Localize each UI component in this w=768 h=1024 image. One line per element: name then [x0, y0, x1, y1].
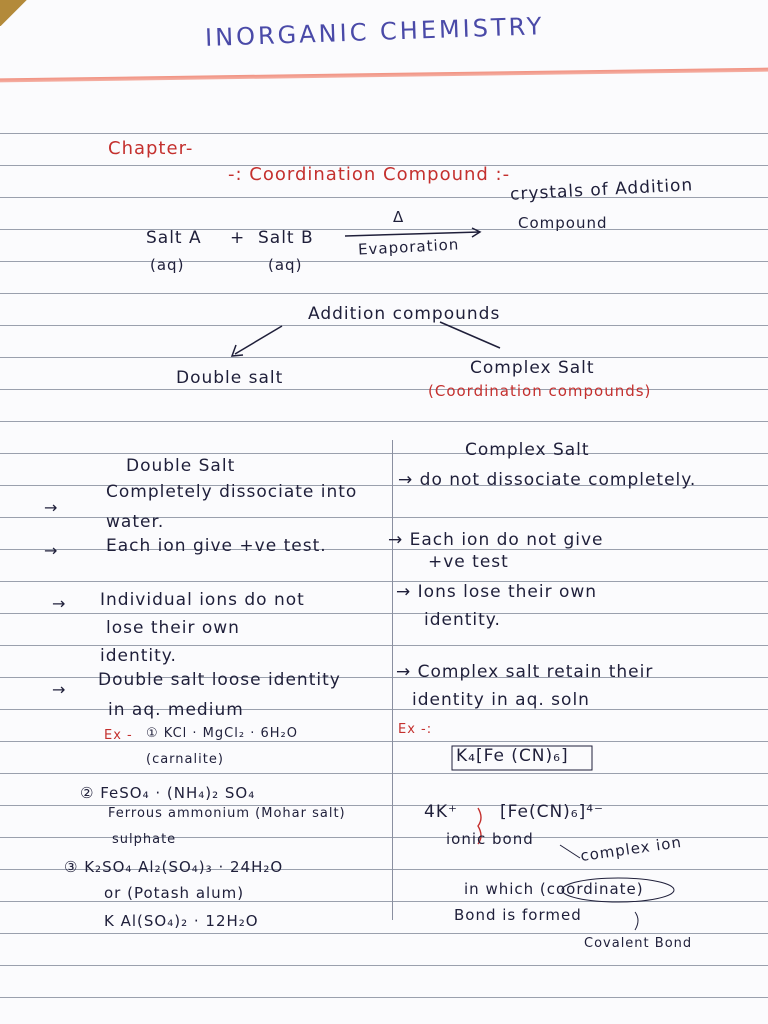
bullet-arrow: → [44, 541, 58, 560]
coordination-compounds-note: (Coordination compounds) [428, 382, 652, 400]
left-example-3-or: or (Potash alum) [104, 884, 245, 902]
right-point-3-line-1: → Ions lose their own [396, 582, 598, 602]
delta-symbol: Δ [393, 208, 405, 226]
right-point-1-line-1: → do not dissociate completely. [398, 470, 697, 490]
reactant-a: Salt A [146, 228, 202, 248]
reactant-b: Salt B [258, 228, 314, 248]
bullet-arrow: → [52, 680, 66, 699]
right-point-4-line-2: identity in aq. soln [412, 690, 590, 710]
plus-sign: + [230, 228, 246, 248]
left-point-3-line-1: Individual ions do not [100, 590, 305, 610]
double-salt-node: Double salt [176, 368, 284, 388]
ionic-bond-label: ionic bond [446, 830, 534, 848]
covalent-bond-label: Covalent Bond [584, 936, 693, 951]
chapter-title: -: Coordination Compound :- [228, 164, 511, 185]
page-title: INORGANIC CHEMISTRY [204, 12, 545, 52]
right-example-formula: K₄[Fe (CN)₆] [456, 746, 569, 766]
coordinate-note-line-1: in which (coordinate) [464, 880, 644, 898]
complex-ion-label: complex ion [579, 832, 683, 866]
coordinate-note-line-2: Bond is formed [454, 906, 582, 924]
left-point-3-line-3: identity. [100, 646, 177, 666]
right-point-2-line-2: +ve test [428, 552, 509, 572]
state-b: (aq) [268, 256, 303, 274]
complex-salt-node: Complex Salt [470, 358, 595, 378]
bullet-arrow: → [52, 594, 66, 613]
addition-compounds: Addition compounds [308, 304, 501, 324]
left-example-2: ② FeSO₄ · (NH₄)₂ SO₄ [80, 784, 256, 802]
left-point-1-line-1: Completely dissociate into [106, 482, 358, 502]
right-example-label: Ex -: [398, 722, 433, 737]
left-example-label: Ex - [104, 728, 133, 743]
left-example-3: ③ K₂SO₄ Al₂(SO₄)₃ · 24H₂O [64, 858, 284, 876]
state-a: (aq) [150, 256, 185, 274]
left-example-1-name: (carnalite) [146, 752, 224, 767]
left-point-1-line-2: water. [106, 512, 165, 532]
product-line-1: crystals of Addition [509, 175, 694, 205]
left-point-3-line-2: lose their own [106, 618, 240, 638]
left-example-2-name-line-1: Ferrous ammonium (Mohar salt) [108, 806, 346, 821]
left-point-4-line-1: Double salt loose identity [98, 670, 341, 690]
left-example-2-name-line-2: sulphate [112, 832, 177, 847]
chapter-label: Chapter- [108, 138, 194, 159]
bullet-arrow: → [44, 498, 58, 517]
left-point-4-line-2: in aq. medium [108, 700, 244, 720]
left-example-1: ① KCl · MgCl₂ · 6H₂O [146, 726, 298, 741]
left-example-3-alt: K Al(SO₄)₂ · 12H₂O [104, 912, 259, 930]
header-double-salt: Double Salt [126, 456, 236, 476]
header-complex-salt: Complex Salt [465, 440, 590, 460]
right-point-2-line-1: → Each ion do not give [388, 530, 604, 550]
product-line-2: Compound [518, 214, 608, 232]
reaction-condition: Evaporation [357, 235, 460, 259]
right-point-4-line-1: → Complex salt retain their [396, 662, 654, 682]
right-point-3-line-2: identity. [424, 610, 501, 630]
left-point-2-line-1: Each ion give +ve test. [106, 536, 327, 556]
right-example-complex: [Fe(CN)₆]⁴⁻ [500, 802, 605, 822]
right-example-ions: 4K⁺ [424, 802, 458, 822]
